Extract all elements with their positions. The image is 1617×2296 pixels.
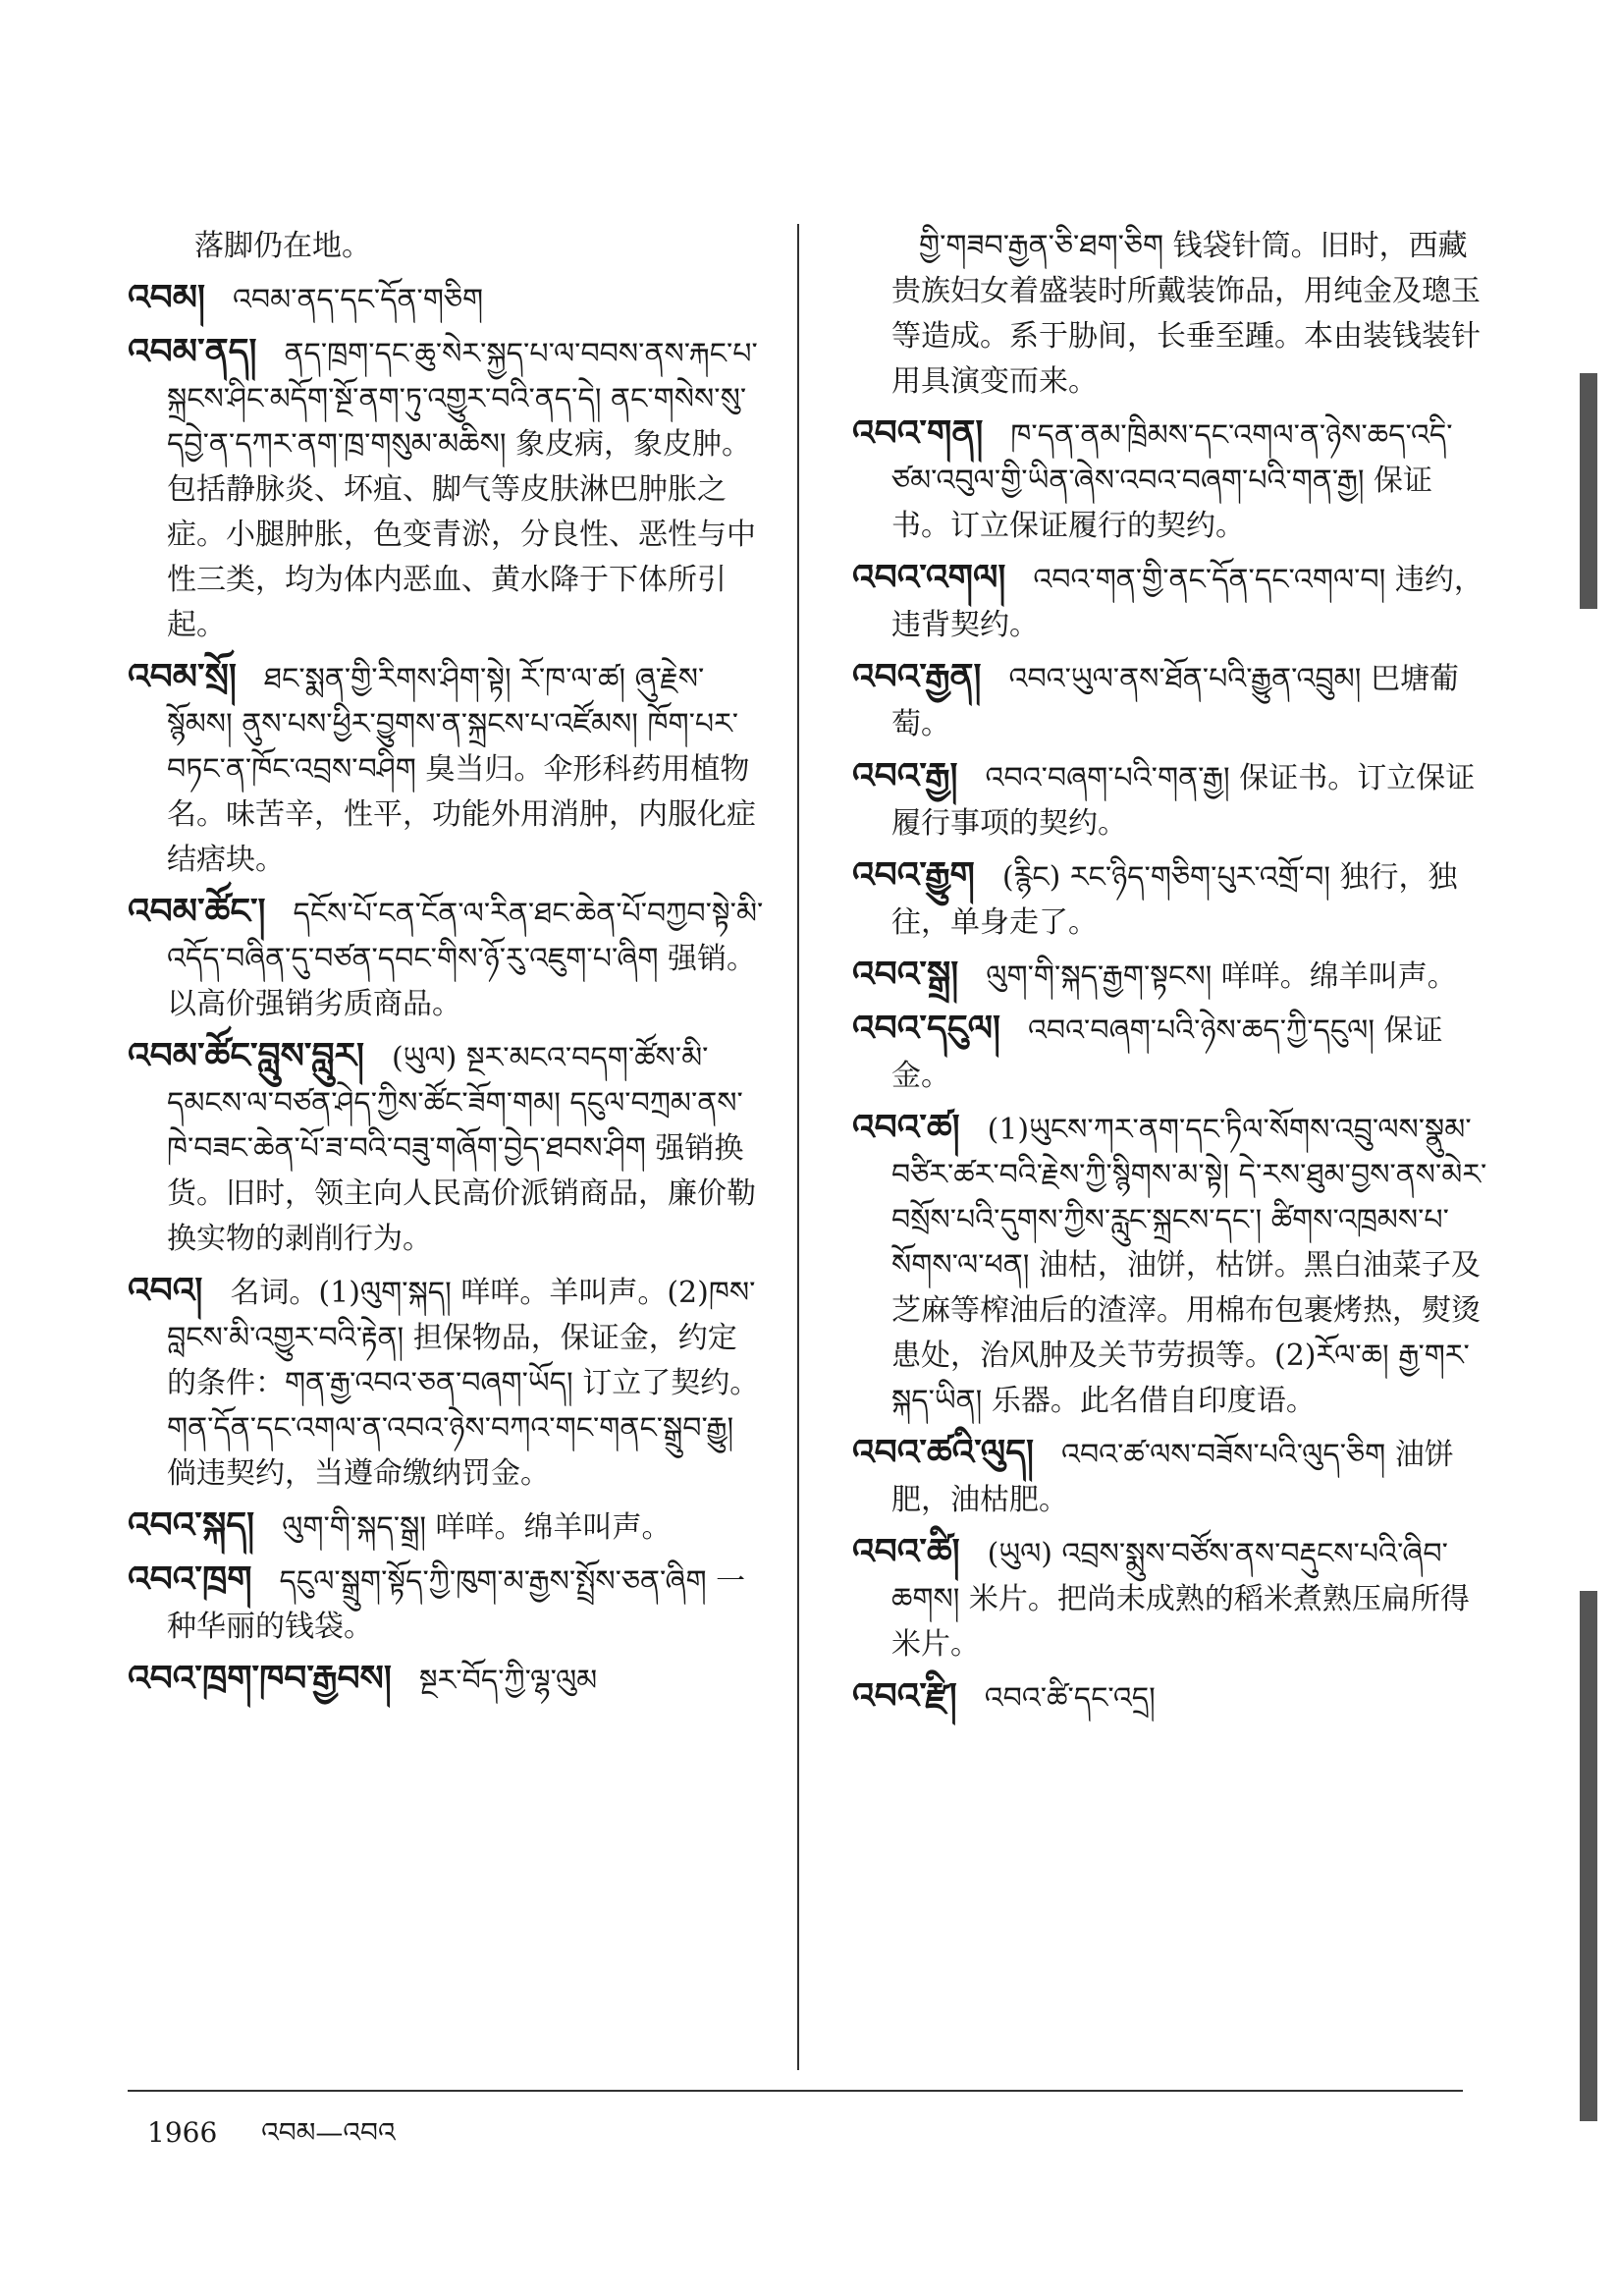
entry-text: འབའ་ཡུལ་ནས་ཐོན་པའི་རྒྱུན་འབྲུམ། 巴塘葡萄。 xyxy=(891,662,1459,741)
column-divider xyxy=(797,224,799,2070)
entry-text: (1)ཡུངས་ཀར་ནག་དང་ཏིལ་སོགས་འབྲུ་ལས་སྣུམ་བཙིར་ཚར་བའི་རྗེས་ཀྱི་སྙིགས་མ་སྟེ། དེ་རས་ཐུམ་བྱས་ནས་མེར་བསྲོས་པའི་དུགས་ཀྱིས་རླུང་སྐྲངས་དང་། ཚིགས་འཁྲམས་པ་སོགས་ལ་ཕན། 油枯，油饼，枯饼。黑白油菜子及芝麻等榨油后的渣滓。用棉布包裹烤热，熨烫患处，治风肿及关节劳损等。(2)རོལ་ཆ། རྒྱ་གར་སྐད་ཡིན། 乐器。此名借自印度语。 xyxy=(891,1113,1487,1418)
entry-headword: འབའ་ཁྲག་ཁབ་རྒྱབས། xyxy=(128,1658,392,1699)
entry-text: (ཡུལ) འབྲས་སྨུས་བཙོས་ནས་བརྡུངས་པའི་ཞིབ་ཆགས། 米片。把尚未成熟的稻米煮熟压扁所得米片。 xyxy=(891,1537,1470,1662)
entry-text: ལུག་གི་སྐད་རྒྱག་སྟངས། 咩咩。绵羊叫声。 xyxy=(986,959,1457,994)
entry-headword: འབམ་སྲོ། xyxy=(128,656,237,697)
footer-rule xyxy=(128,2090,1463,2092)
entry-headword: འབམ་ནད། xyxy=(128,331,257,372)
entry xyxy=(128,329,766,648)
entry-text: ནད་ཁྲག་དང་ཆུ་སེར་སྐྱད་པ་ལ་བབས་ནས་རྐང་པ་སྐྲངས་ཤིང་མདོག་སྔོ་ནག་ཏུ་འགྱུར་བའི་ནད་དེ། ནང་གསེས་སུ་དབྱེ་ན་དཀར་ནག་ཁྲ་གསུམ་མཆིས། 象皮病，象皮肿。包括静脉炎、坏疽、脚气等皮肤淋巴肿胀之症。小腿肿胀，色变青淤，分良性、恶性与中性三类，均为体内恶血、黄水降于下体所引起。 xyxy=(167,337,758,642)
entry-headword: འབའ་སྒྲ། xyxy=(852,954,959,995)
right-column xyxy=(852,221,1490,1727)
page-number: 1966 xyxy=(147,2116,218,2149)
entry-headword: འབའ་རྒྱ། xyxy=(852,755,958,796)
entry-text: དངོས་པོ་ངན་ངོན་ལ་རིན་ཐང་ཆེན་པོ་བཀྱབ་སྟེ་མི་འདོད་བཞིན་དུ་བཙན་དབང་གིས་ཉོ་རུ་འཇུག་པ་ཞིག 强销。以高价强销劣质商品。 xyxy=(167,897,764,1021)
entry-headword: འབའ་རྒྱན། xyxy=(852,656,982,697)
entry-text: འབའ་བཞག་པའི་གན་རྒྱ། 保证书。订立保证履行事项的契约。 xyxy=(891,761,1476,841)
entry-text: འབའ་ཚ་ལས་བཟོས་པའི་ལུད་ཅིག 油饼肥，油枯肥。 xyxy=(891,1438,1454,1517)
entry xyxy=(128,221,766,269)
entry xyxy=(128,889,766,1027)
entry-text: དངུལ་སྒྲུག་སྟོད་ཀྱི་ཁུག་མ་རྒྱས་སྤྲོས་ཅན་ཞིག 一种华丽的钱袋。 xyxy=(167,1564,746,1644)
page-footer xyxy=(147,2102,396,2179)
entry xyxy=(128,275,766,323)
entry-headword: འབའ་རྫི། xyxy=(852,1675,957,1717)
entry-text: འབའ་གན་གྱི་ནང་དོན་དང་འགལ་བ། 违约，违背契约。 xyxy=(891,563,1483,642)
entry-headword: འབའ་གན། xyxy=(852,412,984,454)
entry-text: 落脚仍在地。 xyxy=(194,229,371,263)
entry xyxy=(852,1430,1490,1523)
entry-text: (ཡུལ) སྔར་མངའ་བདག་ཚོས་མི་དམངས་ལ་བཙན་ཤེད་ཀྱིས་ཚོང་ཟོག་གམ། དངུལ་བཀྲམ་ནས་ཁེ་བཟང་ཆེན་པོ་ཟ་བའི་བཟུ་གཞོག་བྱེད་ཐབས་ཤིག 强销换货。旧时，领主向人民高价派销商品，廉价勒换实物的剥削行为。 xyxy=(167,1041,756,1256)
entry-text: འབམ་ནད་དང་དོན་གཅིག xyxy=(233,283,484,317)
page-edge-marks xyxy=(1574,59,1597,2278)
entry-headword: འབའ་ཚའི་ལུད། xyxy=(852,1432,1035,1473)
entry-text: འབའ་ཚི་དང་འདྲ། xyxy=(984,1681,1156,1716)
entry-text: ལུག་གི་སྐད་སྒྲ། 咩咩。绵羊叫声。 xyxy=(282,1510,672,1545)
edge-mark xyxy=(1580,373,1597,609)
entry xyxy=(852,410,1490,549)
entry xyxy=(852,555,1490,648)
entry-text: འབའ་བཞག་པའི་ཉེས་ཆད་ཀྱི་དངུལ། 保证金。 xyxy=(891,1013,1443,1093)
entry-text: སྔར་བོད་ཀྱི་ལྷ་ལུམ xyxy=(418,1664,598,1698)
entry-text: ཁ་དན་ནམ་ཁྲིམས་དང་འགལ་ན་ཉེས་ཆད་འདི་ཙམ་འབུལ་གྱི་ཡིན་ཞེས་འབའ་བཞག་པའི་གན་རྒྱ། 保证书。订立保证履行的契约。 xyxy=(891,418,1453,543)
entry xyxy=(128,1557,766,1650)
entry xyxy=(852,1105,1490,1424)
entry-headword: འབམ་ཚོང་། xyxy=(128,891,266,932)
entry-headword: འབམ། xyxy=(128,277,206,318)
left-column xyxy=(128,221,766,1710)
entry xyxy=(128,1033,766,1262)
edge-mark xyxy=(1580,1591,1597,2121)
entry xyxy=(852,221,1490,405)
entry xyxy=(852,952,1490,1000)
entry xyxy=(852,1006,1490,1099)
entry xyxy=(852,654,1490,747)
entry xyxy=(128,1268,766,1497)
entry-text: ཐང་སྨན་གྱི་རིགས་ཤིག་སྟེ། རོ་ཁ་ལ་ཚ། ཞུ་རྗེས་སྙོམས། ནུས་པས་ཕྱིར་བྱུགས་ན་སྐྲངས་པ་འཛོམས། ཁོག་པར་བཏང་ན་ཁོང་འབྲས་བཤིག 臭当归。伞形科药用植物名。味苦辛，性平，功能外用消肿，内服化症结痞块。 xyxy=(167,662,756,877)
entry xyxy=(852,753,1490,847)
entry-headword: འབའ་དངུལ། xyxy=(852,1008,1001,1049)
entry xyxy=(128,1503,766,1551)
entry-headword: འབའ་འགལ། xyxy=(852,557,1006,598)
entry-headword: འབའ་ཚ། xyxy=(852,1107,960,1148)
entry-headword: འབའ་རྒྱུག xyxy=(852,854,975,896)
entry xyxy=(128,654,766,883)
entry-headword: འབའ་ཚི། xyxy=(852,1531,960,1572)
entry xyxy=(852,1673,1490,1722)
entry xyxy=(852,852,1490,946)
entry-headword: འབའ་སྐད། xyxy=(128,1504,255,1546)
entry-headword: འབའ་ཁྲག xyxy=(128,1558,252,1600)
entry-headword: འབམ་ཚོང་བླུས་བླུར། xyxy=(128,1035,364,1076)
entry-text: གྱི་གཟབ་རྒྱན་ཅི་ཐག་ཅིག 钱袋针筒。旧时，西藏贵族妇女着盛装时所戴装饰品，用纯金及璁玉等造成。系于胁间，长垂至踵。本由装钱装针用具演变而来。 xyxy=(891,229,1481,399)
entry-text: (རྙིང) རང་ཉིད་གཅིག་པུར་འགྲོ་བ། 独行，独往，单身走了。 xyxy=(891,860,1458,940)
page-range: འབམ—འབའ xyxy=(261,2116,396,2149)
entry xyxy=(852,1529,1490,1667)
entry-text: 名词。(1)ལུག་སྐད། 咩咩。羊叫声。(2)ཁས་བླངས་མི་འགྱུར་བའི་རྟེན། 担保物品，保证金，约定的条件：གན་རྒྱ་འབའ་ཅན་བཞག་ཡོད། 订立了契约。གན་དོན་དང་འགལ་ན་འབའ་ཉེས་བཀའ་གང་གནང་སྒྲུབ་རྒྱུ། 倘违契约，当遵命缴纳罚金。 xyxy=(167,1276,760,1491)
entry-headword: འབའ། xyxy=(128,1270,203,1311)
entry xyxy=(128,1656,766,1704)
